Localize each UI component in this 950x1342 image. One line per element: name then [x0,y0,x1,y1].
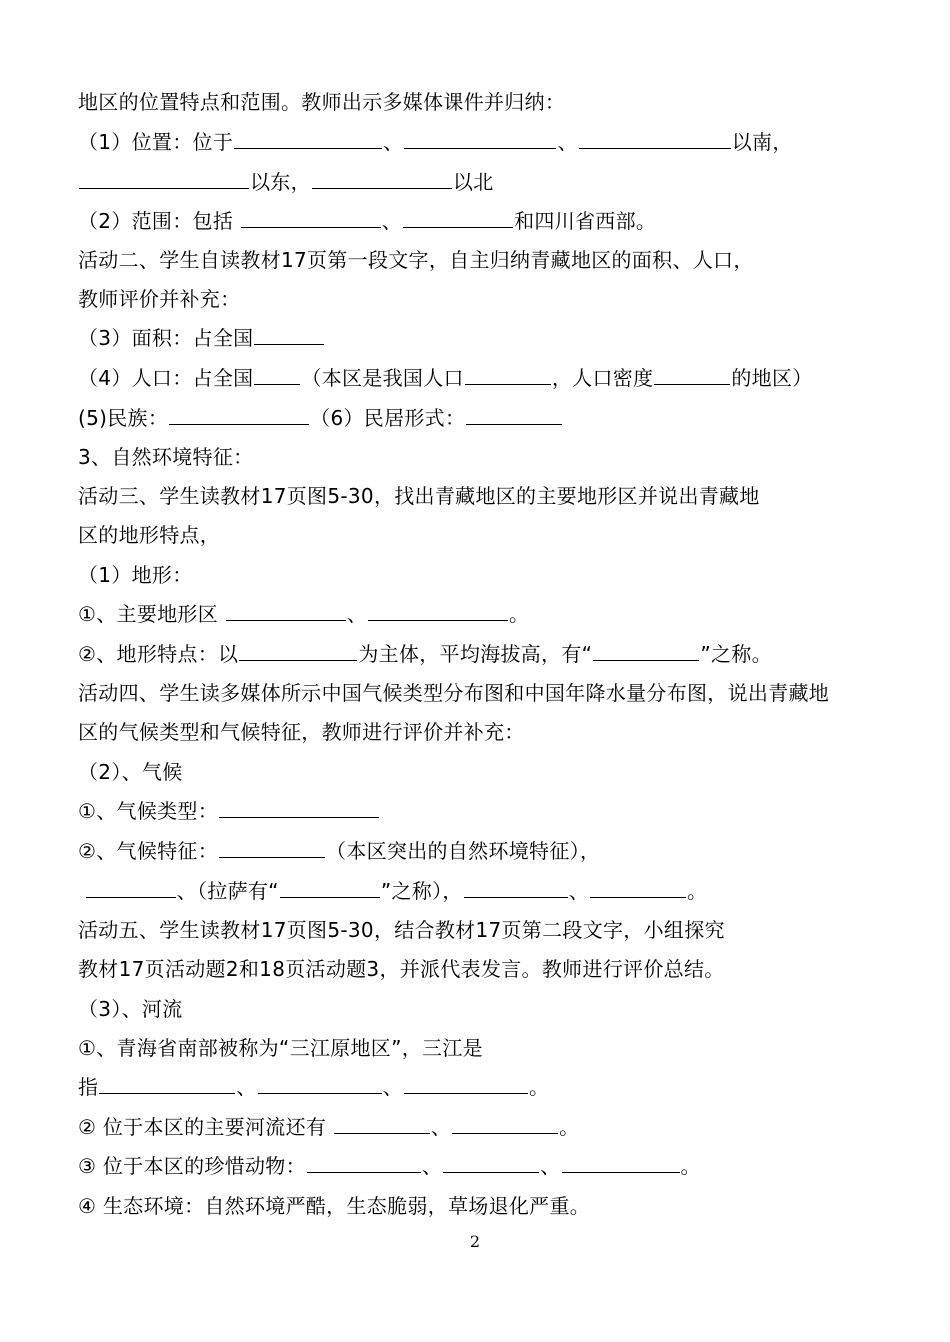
text-segment: 、（拉萨有“ [176,879,279,903]
fill-in-blank[interactable] [452,1113,558,1134]
fill-in-blank[interactable] [590,877,686,898]
text-line [78,718,525,746]
text-segment: 为主体，平均海拔高，有“ [358,642,593,666]
text-segment: 以北 [452,170,494,194]
text-line [78,600,529,628]
fill-in-blank[interactable] [169,404,309,425]
text-line [78,837,600,865]
fill-in-blank[interactable] [368,600,508,621]
text-segment: 的地区） [731,366,813,390]
fill-in-blank[interactable] [562,1152,680,1173]
text-segment: （1）地形： [78,563,193,587]
text-segment: ②、地形特点：以 [78,642,239,666]
text-segment: 以东， [250,170,311,194]
text-line [78,404,563,432]
text-segment: 和四川省西部。 [514,209,657,233]
fill-in-blank[interactable] [403,207,513,228]
fill-in-blank[interactable] [593,640,699,661]
fill-in-blank[interactable] [254,324,324,345]
text-line [78,640,772,668]
text-line [78,1073,549,1101]
text-segment: ”之称）， [380,879,463,903]
text-line [78,521,220,549]
text-line [78,128,793,156]
fill-in-blank[interactable] [239,640,357,661]
text-segment: ④ 生态环境：自然环境严酷，生态脆弱，草场退化严重。 [78,1194,591,1218]
text-segment: (5)民族： [78,406,169,430]
page-number: 2 [469,1232,481,1251]
text-segment [78,879,85,903]
text-segment: 指 [78,1075,99,1099]
fill-in-blank[interactable] [219,797,379,818]
fill-in-blank[interactable] [86,877,176,898]
fill-in-blank[interactable] [219,837,325,858]
text-segment: 。 [559,1115,580,1139]
text-line [78,285,240,313]
text-segment: 教材17页活动题2和18页活动题3，并派代表发言。教师进行评价总结。 [78,957,725,981]
text-line [78,324,325,352]
text-line [78,364,813,392]
fill-in-blank[interactable] [579,128,731,149]
text-segment: （4）人口：占全国 [78,366,254,390]
text-segment: 、 [421,1154,443,1178]
text-line [78,207,656,235]
text-segment: 。 [509,602,530,626]
text-segment: ③ 位于本区的珍惜动物： [78,1154,306,1178]
text-segment: 、 [430,1115,452,1139]
text-segment: （3）面积：占全国 [78,326,254,350]
fill-in-blank[interactable] [404,128,556,149]
text-segment: 地区的位置特点和范围。教师出示多媒体课件并归纳： [78,90,566,114]
text-segment: （2）范围：包括 [78,209,240,233]
text-segment: 以南， [731,130,793,154]
text-segment: 区的气候类型和气候特征，教师进行评价并补充： [78,720,525,744]
fill-in-blank[interactable] [79,168,249,189]
fill-in-blank[interactable] [443,1152,539,1173]
text-line [78,168,494,196]
text-segment: 。 [687,879,708,903]
fill-in-blank[interactable] [464,877,568,898]
text-line [78,246,754,274]
text-segment: （2）、气候 [78,760,183,784]
text-segment: 、 [382,1075,403,1099]
text-line [78,758,183,786]
text-line [78,995,183,1023]
fill-in-blank[interactable] [312,168,452,189]
text-line [78,1192,590,1220]
text-segment: （3）、河流 [78,997,183,1021]
text-segment: 区的地形特点， [78,523,221,547]
fill-in-blank[interactable] [466,404,562,425]
text-segment: ”之称。 [700,642,772,666]
text-line [78,443,253,471]
text-line [78,679,829,707]
text-line [78,482,760,510]
text-line [78,561,193,589]
fill-in-blank[interactable] [654,364,730,385]
text-segment: 活动二、学生自读教材17页第一段文字，自主归纳青藏地区的面积、人口， [78,248,754,272]
text-segment: 、 [383,130,404,154]
text-segment: 、 [236,1075,257,1099]
text-line [78,1152,701,1180]
fill-in-blank[interactable] [258,1073,382,1094]
text-segment: 活动三、学生读教材17页图5-30，找出青藏地区的主要地形区并说出青藏地 [78,484,760,508]
text-line [78,916,725,944]
fill-in-blank[interactable] [99,1073,235,1094]
text-segment: ② 位于本区的主要河流还有 [78,1115,333,1139]
text-line [78,955,725,983]
text-segment: ①、气候类型： [78,799,219,823]
fill-in-blank[interactable] [254,364,300,385]
text-segment: ，人口密度 [551,366,654,390]
fill-in-blank[interactable] [280,877,380,898]
fill-in-blank[interactable] [307,1152,421,1173]
fill-in-blank[interactable] [234,128,382,149]
fill-in-blank[interactable] [404,1073,528,1094]
text-segment: 活动四、学生读多媒体所示中国气候类型分布图和中国年降水量分布图，说出青藏地 [78,681,830,705]
text-segment: 3、自然环境特征： [78,445,254,469]
fill-in-blank[interactable] [465,364,551,385]
fill-in-blank[interactable] [334,1113,430,1134]
text-line [78,877,707,905]
text-segment: 、 [540,1154,561,1178]
text-line [78,1113,579,1141]
text-segment: 。 [528,1075,550,1099]
text-segment: （本区是我国人口 [301,366,464,390]
text-segment: 、 [557,130,578,154]
text-segment: ①、青海省南部被称为“三江原地区”，三江是 [78,1036,483,1060]
text-segment: 活动五、学生读教材17页图5-30，结合教材17页第二段文字，小组探究 [78,918,725,942]
text-line [78,88,565,116]
text-segment: 教师评价并补充： [78,287,241,311]
text-segment: 、 [381,209,403,233]
text-segment: ①、主要地形区 [78,602,225,626]
text-segment: （6）民居形式： [310,406,466,430]
text-line [78,797,380,825]
text-segment: ②、气候特征： [78,839,219,863]
text-line [78,1034,483,1062]
text-segment: 。 [680,1154,701,1178]
text-segment: 、 [568,879,590,903]
text-segment: 、 [346,602,367,626]
text-segment: （本区突出的自然环境特征）， [326,839,601,863]
text-segment: （1）位置：位于 [78,130,234,154]
fill-in-blank[interactable] [241,207,381,228]
fill-in-blank[interactable] [226,600,346,621]
